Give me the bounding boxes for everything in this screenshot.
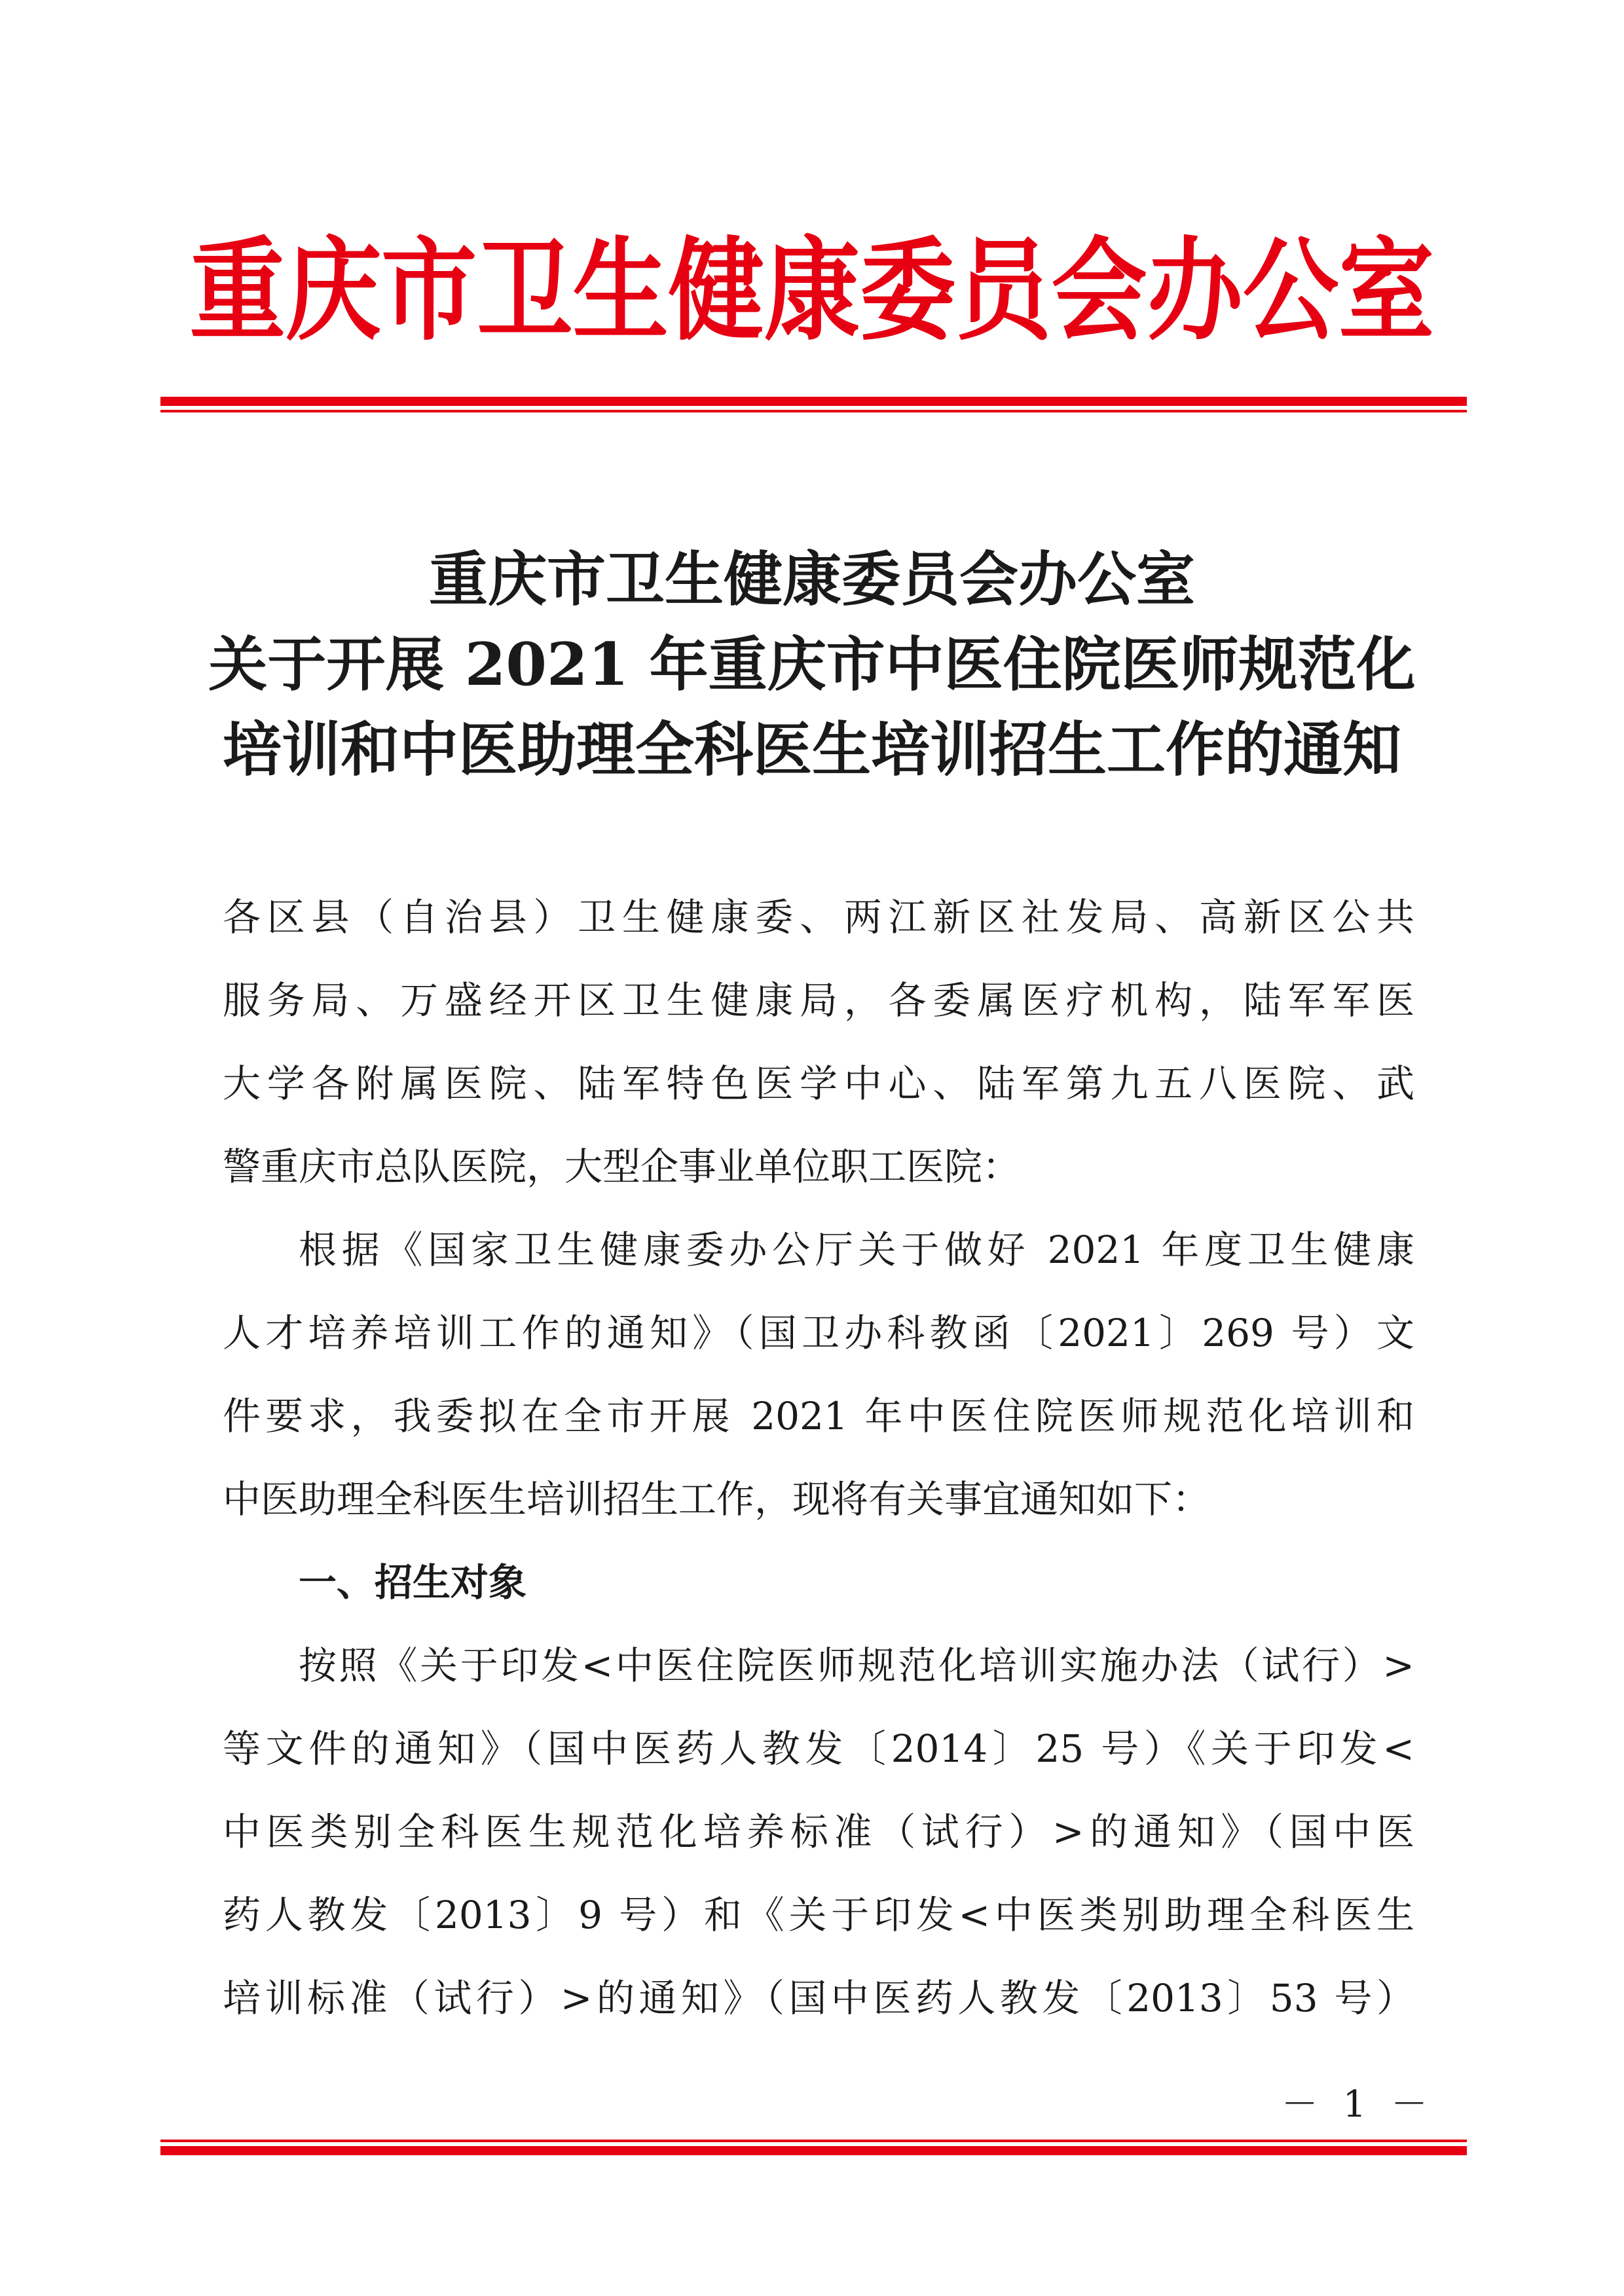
body-line-para2-3: 中医类别全科医生规范化培养标准（试行）>的通知》（国中医 xyxy=(223,1810,1414,1854)
body-line-salutation-1: 各区县（自治县）卫生健康委、两江新区社发局、高新区公共 xyxy=(223,895,1414,939)
document-title-line-2: 关于开展 2021 年重庆市中医住院医师规范化 xyxy=(208,630,1416,699)
body-line-salutation-4: 警重庆市总队医院，大型企事业单位职工医院： xyxy=(223,1144,1021,1189)
body-line-para1-2: 人才培养培训工作的通知》（国卫办科教函〔2021〕269 号）文 xyxy=(223,1311,1414,1355)
document-title-line-3: 培训和中医助理全科医生培训招生工作的通知 xyxy=(223,715,1401,784)
body-line-salutation-3: 大学各附属医院、陆军特色医学中心、陆军第九五八医院、武 xyxy=(223,1061,1414,1106)
body-line-para1-4: 中医助理全科医生培训招生工作，现将有关事宜通知如下： xyxy=(223,1477,1211,1522)
body-line-para1-1: 根据《国家卫生健康委办公厅关于做好 2021 年度卫生健康 xyxy=(299,1228,1414,1272)
document-title-line-1: 重庆市卫生健康委员会办公室 xyxy=(429,545,1195,614)
body-line-para2-5: 培训标准（试行）>的通知》（国中医药人教发〔2013〕53 号） xyxy=(223,1976,1414,2020)
body-line-para2-2: 等文件的通知》（国中医药人教发〔2014〕25 号）《关于印发< xyxy=(223,1726,1414,1771)
footer-rule-thin xyxy=(160,2140,1467,2142)
section-heading-enrollment-targets: 一、招生对象 xyxy=(299,1560,527,1605)
body-line-salutation-2: 服务局、万盛经开区卫生健康局，各委属医疗机构，陆军军医 xyxy=(223,978,1414,1023)
document-body xyxy=(223,876,1414,2040)
body-line-para1-3: 件要求，我委拟在全市开展 2021 年中医住院医师规范化培训和 xyxy=(223,1394,1414,1438)
letterhead xyxy=(0,216,1624,367)
page-number: － 1 － xyxy=(1281,2083,1434,2126)
body-line-para2-1: 按照《关于印发<中医住院医师规范化培训实施办法（试行）> xyxy=(299,1643,1414,1688)
footer-rule-thick xyxy=(160,2146,1467,2155)
letterhead-org-name: 重庆市卫生健康委员会办公室 xyxy=(189,227,1435,356)
body-line-para2-4: 药人教发〔2013〕9 号）和《关于印发<中医类别助理全科医生 xyxy=(223,1893,1414,1937)
letterhead-rule-thick xyxy=(160,397,1467,406)
letterhead-rule-thin xyxy=(160,410,1467,412)
